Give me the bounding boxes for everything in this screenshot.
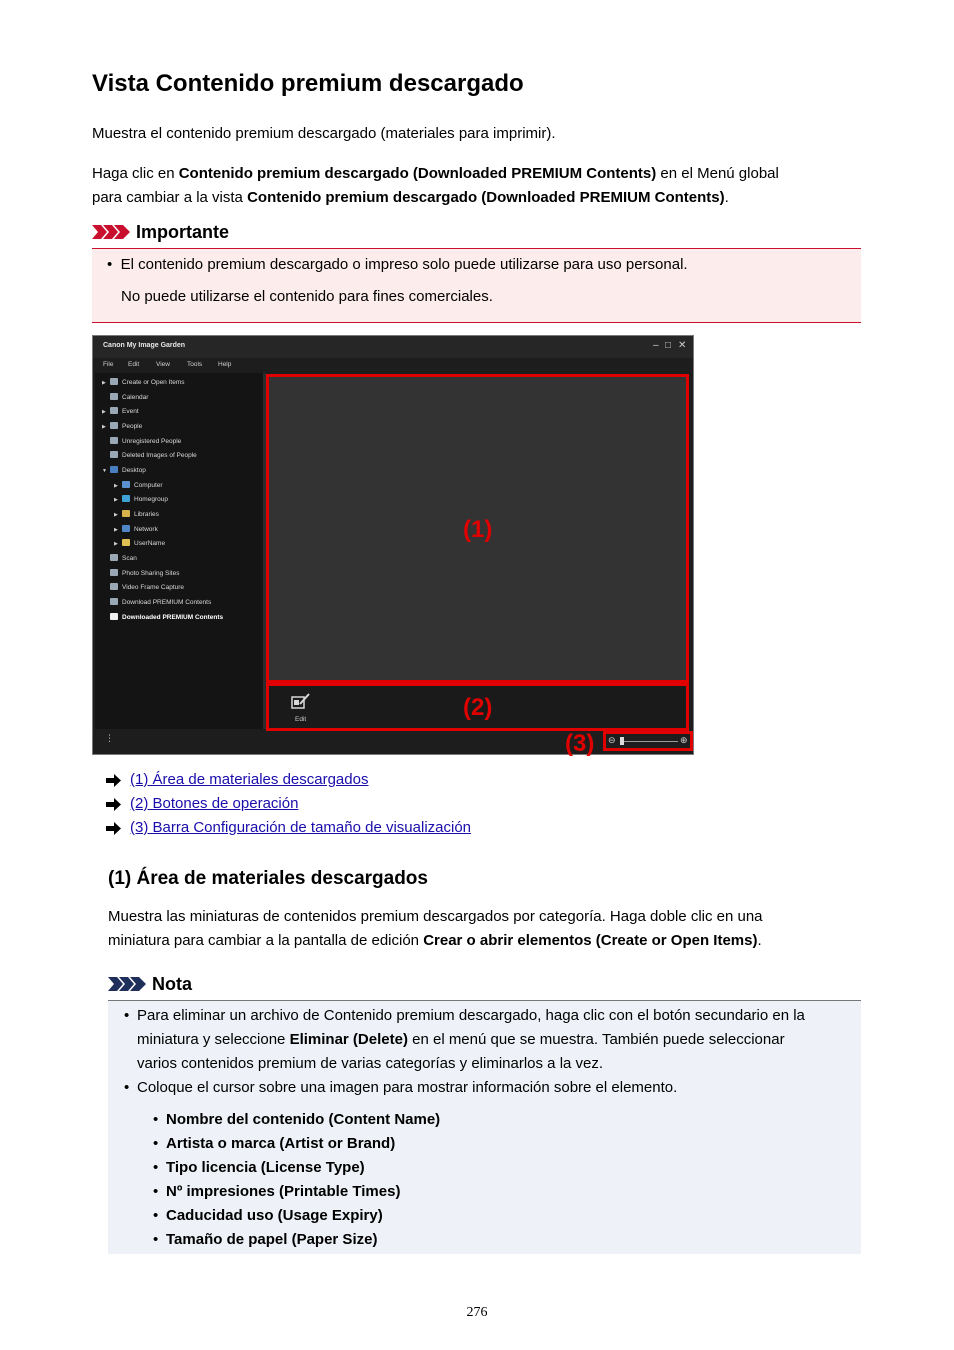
link-display-size-bar[interactable]: (3) Barra Configuración de tamaño de visualización [130, 819, 472, 836]
important-line-2: No puede utilizarse el contenido para fines comerciales. [121, 288, 493, 305]
info-item-printable-times: Nº impresiones (Printable Times) [166, 1183, 401, 1200]
person-icon [110, 451, 118, 458]
link-operation-buttons[interactable]: (2) Botones de operación [130, 795, 299, 812]
user-folder-icon [122, 539, 130, 546]
nav-download-premium-contents[interactable] [102, 597, 211, 609]
display-size-bar [603, 731, 693, 751]
callout-2: (2) [463, 694, 493, 721]
bullet: • [153, 1207, 159, 1224]
bullet: • [124, 1007, 130, 1024]
menu-view[interactable]: View [156, 361, 170, 368]
app-menubar [93, 358, 693, 372]
zoom-slider-track[interactable] [620, 741, 678, 742]
info-item-license-type: Tipo licencia (License Type) [166, 1159, 365, 1176]
callout-1: (1) [463, 516, 493, 543]
calendar-icon [110, 393, 118, 400]
video-icon [110, 583, 118, 590]
para-text: para cambiar a la vista [92, 189, 248, 206]
nav-homegroup[interactable]: ▶ Homegroup [114, 496, 168, 503]
note-header [108, 972, 861, 1001]
note-text: en el menú que se muestra. También puede seleccionar [407, 1031, 785, 1048]
delete-command: Eliminar (Delete) [289, 1031, 408, 1048]
menu-help[interactable]: Help [218, 361, 232, 368]
bullet: • [153, 1231, 159, 1248]
note-line [137, 1028, 785, 1052]
info-item-content-name: Nombre del contenido (Content Name) [166, 1111, 441, 1128]
menu-tools[interactable]: Tools [187, 361, 203, 368]
important-box [92, 249, 861, 323]
nav-label: Scan [122, 555, 137, 562]
screen-name: Crear o abrir elementos (Create or Open Items) [423, 932, 758, 949]
nav-label: Event [122, 408, 139, 415]
nav-desktop[interactable]: ▼ Desktop [102, 467, 146, 474]
app-screenshot [92, 335, 694, 755]
bullet: • [124, 1079, 130, 1096]
nav-label: Photo Sharing Sites [122, 570, 180, 577]
nav-label: Deleted Images of People [122, 452, 197, 459]
note-text: miniatura y seleccione [137, 1031, 290, 1048]
nav-deleted-images-of-people[interactable] [102, 450, 197, 462]
folder-icon [110, 613, 118, 620]
nav-libraries[interactable]: ▶ Libraries [114, 511, 159, 518]
minimize-icon[interactable]: – [653, 340, 659, 351]
person-icon [110, 437, 118, 444]
sidebar-footer [95, 729, 263, 753]
section-text: Muestra las miniaturas de contenidos premium descargados por categoría. Haga doble clic en una [108, 908, 763, 925]
libraries-icon [122, 510, 130, 517]
nav-photo-sharing-sites[interactable] [102, 568, 179, 580]
para-text: Haga clic en [92, 165, 179, 182]
view-name: Contenido premium descargado (Downloaded PREMIUM Contents) [247, 189, 725, 206]
nav-create-or-open-items[interactable]: ▶ Create or Open Items [102, 379, 185, 386]
network-icon [122, 525, 130, 532]
download-icon [110, 598, 118, 605]
section-heading: (1) Área de materiales descargados [108, 868, 428, 889]
para-text: . [724, 189, 729, 206]
app-titlebar [93, 336, 693, 358]
important-text: El contenido premium descargado o impreso solo puede utilizarse para uso personal. [120, 256, 688, 273]
nav-label: People [122, 423, 143, 430]
desktop-icon [110, 466, 118, 473]
arrow-right-icon [106, 822, 122, 835]
nav-unregistered-people[interactable] [102, 436, 181, 448]
para-text: en el Menú global [656, 165, 779, 182]
note-text: varios contenidos premium de varias categorías y eliminarlos a la vez. [137, 1055, 604, 1072]
zoom-out-icon[interactable]: ⊖ [608, 735, 616, 745]
bullet: • [153, 1159, 159, 1176]
note-icon [108, 976, 148, 992]
photo-sharing-icon [110, 569, 118, 576]
edit-button-label: Edit [295, 716, 307, 723]
note-label: Nota [152, 974, 192, 994]
callout-3: (3) [565, 730, 595, 757]
nav-network[interactable]: ▶ Network [114, 526, 158, 533]
nav-label: Create or Open Items [122, 379, 185, 386]
important-header [92, 221, 861, 249]
info-item-usage-expiry: Caducidad uso (Usage Expiry) [166, 1207, 383, 1224]
homegroup-icon [122, 495, 130, 502]
nav-downloaded-premium-contents[interactable] [102, 612, 223, 624]
edit-icon[interactable] [291, 692, 311, 710]
nav-scan[interactable] [102, 553, 137, 565]
person-icon [110, 422, 118, 429]
nav-label: Network [134, 526, 158, 533]
nav-label: Downloaded PREMIUM Contents [122, 614, 224, 621]
app-title: Canon My Image Garden [103, 342, 186, 349]
nav-event[interactable]: ▶ Event [102, 408, 139, 415]
info-item-paper-size: Tamaño de papel (Paper Size) [166, 1231, 378, 1248]
section-text: miniatura para cambiar a la pantalla de edición [108, 932, 424, 949]
zoom-in-icon[interactable]: ⊕ [680, 735, 688, 745]
nav-label: Homegroup [134, 496, 168, 503]
nav-username[interactable]: ▶ UserName [114, 540, 166, 547]
link-materials-area[interactable]: (1) Área de materiales descargados [130, 771, 369, 788]
nav-label: Calendar [122, 394, 149, 401]
nav-label: Video Frame Capture [122, 584, 185, 591]
arrow-right-icon [106, 798, 122, 811]
nav-calendar[interactable] [102, 392, 148, 404]
important-line-1: • El contenido premium descargado o impreso solo puede utilizarse para uso personal. [107, 256, 688, 273]
computer-icon [122, 481, 130, 488]
important-icon [92, 224, 132, 240]
event-icon [110, 407, 118, 414]
note-text: Coloque el cursor sobre una imagen para mostrar información sobre el elemento. [137, 1079, 678, 1096]
nav-label: Download PREMIUM Contents [122, 599, 212, 606]
more-options-icon[interactable]: ⋮ [105, 733, 114, 743]
close-icon[interactable]: ✕ [678, 340, 687, 351]
arrow-right-icon [106, 774, 122, 787]
nav-people[interactable]: ▶ People [102, 423, 143, 430]
info-item-artist: Artista o marca (Artist or Brand) [166, 1135, 396, 1152]
nav-video-frame-capture[interactable] [102, 582, 184, 594]
important-label: Importante [136, 222, 230, 242]
menu-name: Contenido premium descargado (Downloaded PREMIUM Contents) [178, 165, 657, 182]
edit-icon [110, 378, 118, 385]
nav-label: Desktop [122, 467, 146, 474]
menu-edit[interactable]: Edit [128, 361, 140, 368]
page-number: 276 [466, 1305, 488, 1320]
bullet: • [153, 1183, 159, 1200]
nav-label: Libraries [134, 511, 159, 518]
maximize-icon[interactable]: □ [665, 340, 672, 351]
intro-text: Muestra el contenido premium descargado (materiales para imprimir). [92, 125, 556, 142]
nav-label: Computer [134, 482, 163, 489]
nav-label: UserName [134, 540, 166, 547]
page-title: Vista Contenido premium descargado [92, 70, 524, 97]
zoom-slider-handle[interactable] [620, 737, 624, 745]
section-text: . [757, 932, 762, 949]
section-paragraph [108, 905, 868, 953]
instructions-paragraph [92, 162, 872, 210]
bullet: • [153, 1135, 159, 1152]
menu-file[interactable]: File [103, 361, 114, 368]
nav-label: Unregistered People [122, 438, 182, 445]
scan-icon [110, 554, 118, 561]
nav-computer[interactable]: ▶ Computer [114, 482, 163, 489]
note-text: Para eliminar un archivo de Contenido premium descargado, haga clic con el botón secundario en la [137, 1007, 805, 1024]
bullet: • [153, 1111, 159, 1128]
